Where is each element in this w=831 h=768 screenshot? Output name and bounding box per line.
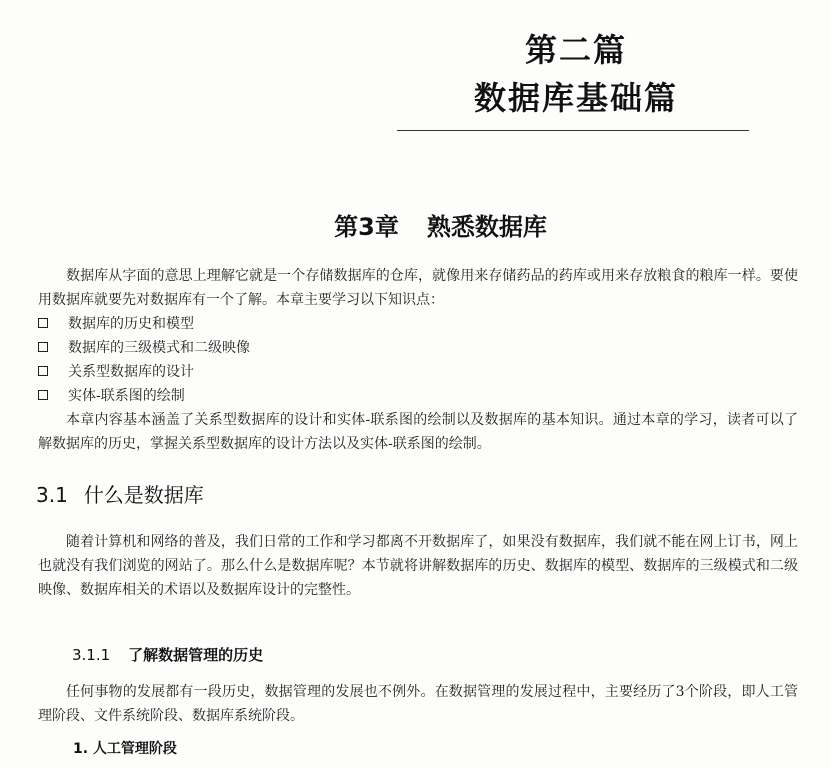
chapter-number: 第3章: [334, 213, 399, 241]
checkbox-icon: [38, 342, 48, 352]
part-divider: [397, 130, 749, 131]
list-item: 实体-联系图的绘制: [38, 384, 798, 408]
checkbox-icon: [38, 390, 48, 400]
intro-paragraph: 数据库从字面的意思上理解它就是一个存储数据库的仓库，就像用来存储药品的药库或用来存放粮食的粮库一样。要使用数据库就要先对数据库有一个了解。本章主要学习以下知识点：: [38, 268, 798, 308]
part-heading: [411, 28, 741, 124]
knowledge-points-list: [38, 312, 798, 408]
subsection-title: 了解数据管理的历史: [128, 646, 264, 664]
part-number: 第二篇: [524, 31, 627, 69]
section-3-1-1-body: [38, 680, 798, 728]
section-3-1-body: [38, 530, 798, 602]
subsubsection-heading: 1. 人工管理阶段: [73, 741, 177, 757]
checkbox-icon: [38, 318, 48, 328]
intro-summary-paragraph: 本章内容基本涵盖了关系型数据库的设计和实体-联系图的绘制以及数据库的基本知识。通过本章的学习，读者可以了解数据库的历史，掌握关系型数据库的设计方法以及实体-联系图的绘制。: [38, 412, 798, 452]
section-title: 什么是数据库: [83, 483, 204, 507]
chapter-title: [0, 210, 831, 244]
subsection-number: 3.1.1: [72, 646, 111, 664]
list-item: 数据库的历史和模型: [38, 312, 798, 336]
chapter-intro: [38, 264, 798, 456]
list-item: 数据库的三级模式和二级映像: [38, 336, 798, 360]
part-title: 数据库基础篇: [473, 79, 678, 117]
section-heading-3-1: [36, 478, 204, 512]
checkbox-icon: [38, 366, 48, 376]
section-paragraph: 随着计算机和网络的普及，我们日常的工作和学习都离不开数据库了，如果没有数据库，我们就不能在网上订书，网上也就没有我们浏览的网站了。那么什么是数据库呢？本节就将讲解数据库的历史、数据库的模型、数据库的三级模式和二级映像、数据库相关的术语以及数据库设计的完整性。: [38, 534, 798, 598]
chapter-name: 熟悉数据库: [426, 213, 547, 241]
list-item: 关系型数据库的设计: [38, 360, 798, 384]
section-number: 3.1: [36, 483, 68, 507]
section-heading-3-1-1: [72, 643, 263, 667]
subsection-paragraph: 任何事物的发展都有一段历史，数据管理的发展也不例外。在数据管理的发展过程中，主要经历了3个阶段，即人工管理阶段、文件系统阶段、数据库系统阶段。: [38, 684, 798, 724]
